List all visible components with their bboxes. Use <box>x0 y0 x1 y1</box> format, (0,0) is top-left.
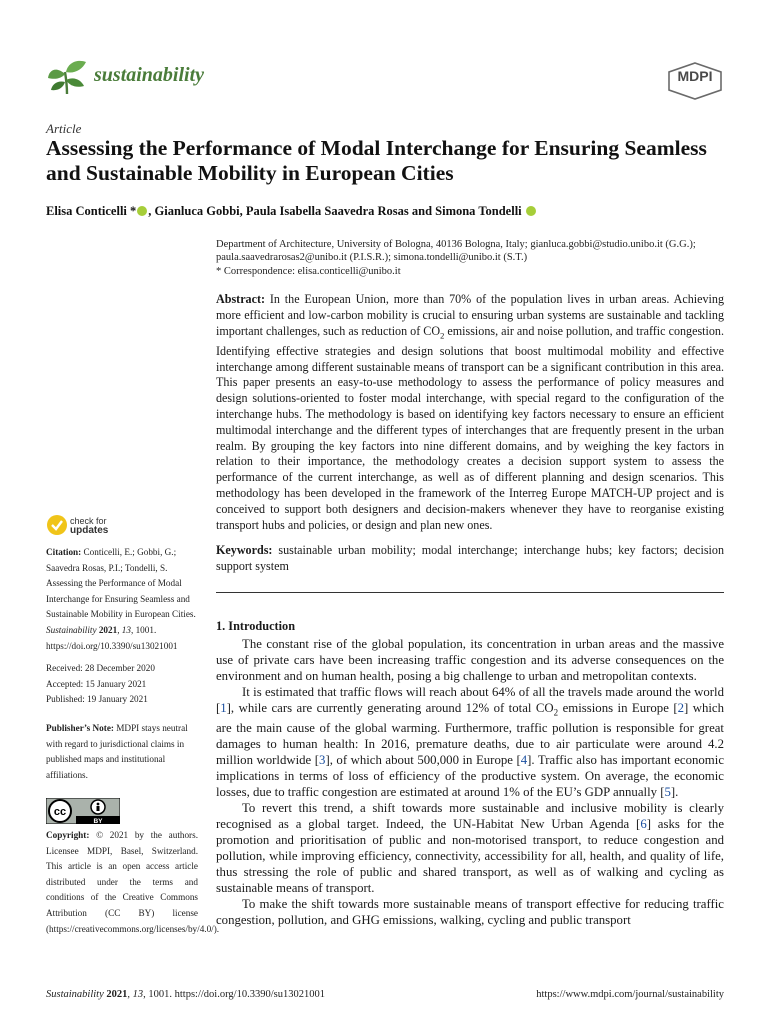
abstract-text: emissions, air and noise pollution, and traffic congestion. Identifying effective strategies and design solutions that boost multimodal mobility and effective interchange among different sustainable means of transport can be a significant contribution in this area. This paper presents an easy-to-use methodology to assess the performance of policy measures and design solutions-oriented to foster modal interchange, with special regard to the configuration of the interchange hubs. The methodology is based on identifying key factors necessary to ensure an efficient multimodal interchange and the different types of interchanges that are frequently present in the urban realm. By grouping the key factors into nine different domains, and by weighing the key factors in relation to their importance, the methodology creates a decision support system to assess the performance of the current interchange, as well as of different planning and design scenarios. This methodology has been developed in the framework of the Interreg Europe MATCH-UP project and is conceived to support both designers and decision-makers whenever they have to reorganise existing transport hubs and policies, or design and plan new ones. <box>216 323 724 532</box>
orcid-icon[interactable] <box>137 206 147 216</box>
citation-volume: , 13 <box>117 624 131 635</box>
citation-block <box>46 545 198 654</box>
subscript: 2 <box>440 330 445 340</box>
reference-link[interactable]: 5 <box>664 785 671 800</box>
orcid-icon[interactable] <box>526 206 536 216</box>
paragraph: To make the shift towards more sustainable means of transport effective for reducing traffic congestion, pollution, and GHG emissions, walking, cycling and public transport <box>216 896 724 927</box>
keywords-text: sustainable urban mobility; modal interchange; interchange hubs; key factors; decision support system <box>216 543 724 573</box>
footer-citation <box>46 989 325 1000</box>
author-first: Elisa Conticelli * <box>46 204 137 218</box>
copyright-text: © 2021 by the authors. Licensee MDPI, Basel, Switzerland. This article is an open access article distributed under the terms and conditions of the Creative Commons Attribution (CC BY) license (https://creativecommons.org/licenses/by/4.0/). <box>46 830 220 934</box>
citation-doi[interactable]: , 1001. https://doi.org/10.3390/su13021001 <box>46 624 178 651</box>
published-date: Published: 19 January 2021 <box>46 694 148 705</box>
citation-journal: Sustainability <box>46 624 97 635</box>
footer-year: 2021 <box>103 989 128 1000</box>
copyright-label: Copyright: <box>46 830 90 840</box>
cc-by-license-icon[interactable] <box>46 798 120 824</box>
abstract-text: In the European Union, more than 70% of the population lives in urban areas. Achieving more efficient and low-carbon mobility is crucial to ensuring urban systems are sustainable and tackling important challenges, such as reduction of CO <box>216 292 724 338</box>
paragraph: To revert this trend, a shift towards more sustainable and inclusive mobility is clearly recognised as a global target. Indeed, the UN-Habitat New Urban Agenda [6] asks for the promotion and prioritisation of public and non-motorised transport, to reduce congestion and pollution, while improving efficiency, connectivity, accessibility for all, health, and quality of life, thus stressing the role of public and shared transport, as well as of walking and cycling as sustainable means of transport. <box>216 801 724 895</box>
journal-name: sustainability <box>94 64 205 86</box>
author-rest: , Gianluca Gobbi, Paula Isabella Saavedra Rosas and Simona Tondelli <box>148 204 522 218</box>
check-updates-text: check for <box>70 516 107 526</box>
affiliations <box>216 238 724 278</box>
abstract <box>216 292 724 533</box>
cc-by-label: BY <box>93 818 103 824</box>
keywords <box>216 543 724 575</box>
publisher-note-text: MDPI stays neutral with regard to jurisdictional claims in published maps and institutional affiliations. <box>46 723 188 780</box>
publisher-note-label: Publisher’s Note: <box>46 723 114 733</box>
copyright-block <box>46 828 220 937</box>
divider <box>216 592 724 593</box>
publisher-note <box>46 721 198 783</box>
citation-label: Citation: <box>46 547 82 557</box>
dates-block <box>46 661 198 708</box>
svg-text:cc: cc <box>53 806 67 818</box>
footer-volume: , 13 <box>127 989 144 1000</box>
footer-journal-url[interactable]: https://www.mdpi.com/journal/sustainability <box>536 989 724 1000</box>
section-heading: 1. Introduction <box>216 619 296 633</box>
footer-doi[interactable]: , 1001. https://doi.org/10.3390/su13021001 <box>143 989 325 1000</box>
citation-text: Conticelli, E.; Gobbi, G.; Saavedra Rosas, P.I.; Tondelli, S. Assessing the Performance of Modal Interchange for Ensuring Seamless and Sustainable Mobility in European Cities. <box>46 547 196 620</box>
journal-leaf-logo-icon <box>46 58 88 96</box>
citation-year: 2021 <box>96 624 118 635</box>
paragraph: The constant rise of the global population, its concentration in urban areas and the massive use of private cars have been increasing traffic congestion and its adverse consequences on the environment and on human health, posing a big challenge to urban and metropolitan contexts. <box>216 637 724 683</box>
paragraph: It is estimated that traffic flows will reach about 64% of all the travels made around the world [1], while cars are currently generating around 12% of total $CO_2$ emissions in Europe [2] which are the main cause of the global warming. Furthermore, traffic pollution is responsible for great damages to human health: In 2016, premature deaths, due to air particulate were around 4.2 million worldwide [3], of which about 500,000 in Europe [4]. Traffic also has important economic implications in terms of loss of efficiency of the productive system. On average, the economic losses, due to traffic congestion are estimated at around 1% of the EU’s GDP annually [5]. <box>216 684 724 800</box>
correspondence-line: * Correspondence: elisa.conticelli@unibo.it <box>216 265 401 277</box>
publisher-name: MDPI <box>677 68 713 84</box>
check-updates-text-bold: updates <box>70 525 109 536</box>
abstract-label: Abstract: <box>216 292 266 306</box>
affiliation-line: Department of Architecture, University of Bologna, 40136 Bologna, Italy; gianluca.gobbi@studio.unibo.it (G.G.); paula.saavedrarosas2@unibo.it (P.I.S.R.); simona.tondelli@unibo.it (S.T.) <box>216 239 696 264</box>
check-updates-icon <box>46 514 68 536</box>
author-list <box>46 204 537 219</box>
reference-link[interactable]: 3 <box>319 753 326 768</box>
reference-link[interactable]: 6 <box>640 817 647 832</box>
received-date: Received: 28 December 2020 <box>46 663 155 673</box>
article-title: Assessing the Performance of Modal Interchange for Ensuring Seamless and Sustainable Mobility in European Cities <box>46 136 707 185</box>
article-type: Article <box>46 121 82 136</box>
accepted-date: Accepted: 15 January 2021 <box>46 678 147 689</box>
reference-link[interactable]: 1 <box>220 700 227 715</box>
reference-link[interactable]: 4 <box>520 753 528 768</box>
footer-journal: Sustainability <box>46 989 104 1000</box>
introduction-body <box>216 637 724 929</box>
keywords-label: Keywords: <box>216 543 273 557</box>
reference-link[interactable]: 2 <box>677 700 684 715</box>
check-for-updates-button[interactable] <box>46 514 146 540</box>
